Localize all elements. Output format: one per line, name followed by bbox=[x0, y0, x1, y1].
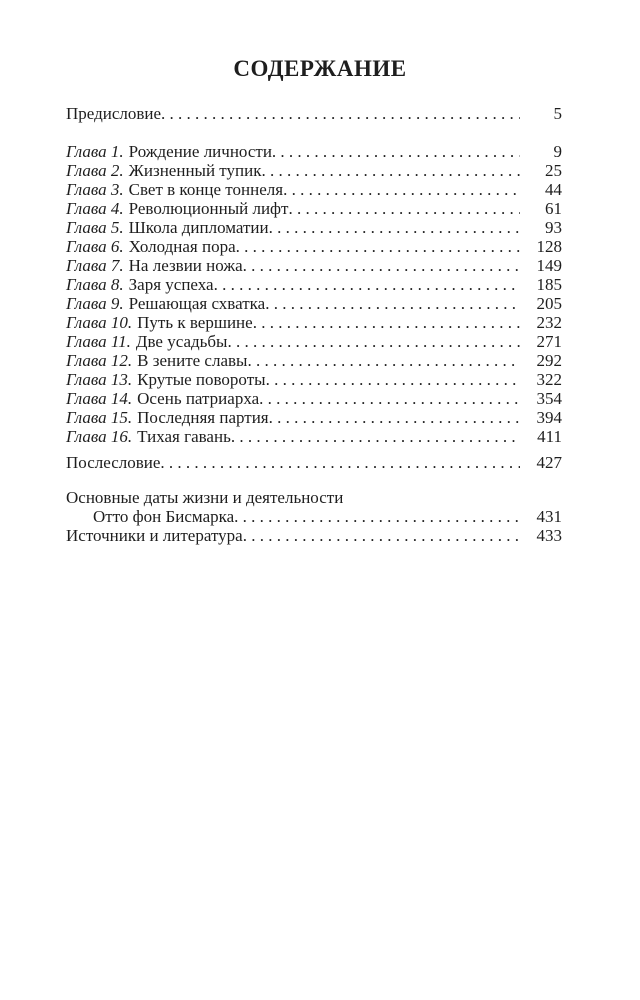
entry-page-number: 354 bbox=[536, 389, 562, 408]
entry-page-number: 128 bbox=[536, 237, 562, 256]
dot-leader bbox=[265, 294, 520, 313]
toc-entry bbox=[66, 275, 562, 294]
entry-title: Две усадьбы bbox=[135, 332, 228, 351]
entry-page-number: 411 bbox=[537, 427, 562, 446]
dot-leader bbox=[261, 161, 520, 180]
entry-title: Основные даты жизни и деятельности bbox=[66, 488, 344, 507]
entry-page-number: 25 bbox=[545, 161, 562, 180]
dot-leader bbox=[161, 104, 520, 123]
toc-section-afterword bbox=[66, 453, 562, 472]
dot-leader bbox=[214, 275, 520, 294]
chapter-number-label: Глава 15. bbox=[66, 408, 133, 427]
toc-entry bbox=[66, 488, 562, 507]
chapter-number-label: Глава 2. bbox=[66, 161, 124, 180]
toc-section-preface bbox=[66, 104, 562, 123]
entry-page-number: 431 bbox=[536, 507, 562, 526]
toc-entry bbox=[66, 180, 562, 199]
chapter-number-label: Глава 9. bbox=[66, 294, 124, 313]
toc-entry bbox=[66, 408, 562, 427]
entry-page-number: 93 bbox=[545, 218, 562, 237]
entry-title: Крутые повороты bbox=[137, 370, 266, 389]
toc-entry bbox=[66, 453, 562, 472]
toc-entry bbox=[66, 142, 562, 161]
dot-leader bbox=[243, 256, 520, 275]
chapter-number-label: Глава 3. bbox=[66, 180, 124, 199]
toc-entry bbox=[66, 313, 562, 332]
chapter-number-label: Глава 12. bbox=[66, 351, 133, 370]
chapter-number-label: Глава 16. bbox=[66, 427, 133, 446]
entry-title: Революционный лифт bbox=[128, 199, 289, 218]
entry-title: Рождение личности bbox=[128, 142, 272, 161]
dot-leader bbox=[272, 142, 520, 161]
chapter-number-label: Глава 4. bbox=[66, 199, 124, 218]
dot-leader bbox=[269, 408, 520, 427]
entry-title: Предисловие bbox=[66, 104, 162, 123]
entry-title: В зените славы bbox=[137, 351, 248, 370]
dot-leader bbox=[283, 180, 520, 199]
entry-page-number: 433 bbox=[536, 526, 562, 545]
dot-leader bbox=[266, 370, 520, 389]
table-of-contents bbox=[66, 104, 562, 545]
entry-title: Жизненный тупик bbox=[128, 161, 262, 180]
toc-entry bbox=[66, 332, 562, 351]
entry-page-number: 61 bbox=[545, 199, 562, 218]
dot-leader bbox=[231, 427, 520, 446]
dot-leader bbox=[234, 507, 520, 526]
toc-section-chapters bbox=[66, 142, 562, 446]
toc-entry bbox=[66, 427, 562, 446]
entry-title: Отто фон Бисмарка bbox=[93, 507, 235, 526]
entry-title: Заря успеха bbox=[128, 275, 214, 294]
dot-leader bbox=[269, 218, 520, 237]
entry-title: Свет в конце тоннеля bbox=[128, 180, 284, 199]
chapter-number-label: Глава 14. bbox=[66, 389, 133, 408]
chapter-number-label: Глава 8. bbox=[66, 275, 124, 294]
entry-title: Источники и литература bbox=[66, 526, 243, 545]
dot-leader bbox=[289, 199, 521, 218]
chapter-number-label: Глава 7. bbox=[66, 256, 124, 275]
toc-entry bbox=[66, 237, 562, 256]
entry-page-number: 232 bbox=[536, 313, 562, 332]
toc-entry bbox=[66, 526, 562, 545]
entry-page-number: 185 bbox=[536, 275, 562, 294]
entry-page-number: 322 bbox=[536, 370, 562, 389]
toc-section-appendix bbox=[66, 488, 562, 545]
toc-entry bbox=[66, 370, 562, 389]
entry-page-number: 9 bbox=[553, 142, 562, 161]
chapter-number-label: Глава 10. bbox=[66, 313, 133, 332]
chapter-number-label: Глава 11. bbox=[66, 332, 131, 351]
toc-entry bbox=[66, 218, 562, 237]
entry-title: Послесловие bbox=[66, 453, 161, 472]
entry-title: Школа дипломатии bbox=[128, 218, 269, 237]
chapter-number-label: Глава 6. bbox=[66, 237, 124, 256]
toc-entry bbox=[66, 351, 562, 370]
entry-title: На лезвии ножа bbox=[128, 256, 243, 275]
chapter-number-label: Глава 5. bbox=[66, 218, 124, 237]
toc-entry bbox=[66, 104, 562, 123]
dot-leader bbox=[227, 332, 520, 351]
entry-title: Осень патриарха bbox=[137, 389, 260, 408]
entry-title: Решающая схватка bbox=[128, 294, 266, 313]
chapter-number-label: Глава 13. bbox=[66, 370, 133, 389]
entry-page-number: 149 bbox=[536, 256, 562, 275]
chapter-number-label: Глава 1. bbox=[66, 142, 124, 161]
entry-page-number: 205 bbox=[536, 294, 562, 313]
entry-title: Тихая гавань bbox=[137, 427, 231, 446]
toc-entry bbox=[66, 389, 562, 408]
entry-page-number: 427 bbox=[536, 453, 562, 472]
entry-title: Последняя партия bbox=[137, 408, 269, 427]
dot-leader bbox=[160, 453, 520, 472]
entry-title: Холодная пора bbox=[128, 237, 236, 256]
toc-entry bbox=[66, 199, 562, 218]
toc-entry bbox=[66, 161, 562, 180]
page-title: СОДЕРЖАНИЕ bbox=[233, 56, 407, 81]
dot-leader bbox=[243, 526, 520, 545]
dot-leader bbox=[236, 237, 520, 256]
entry-page-number: 394 bbox=[536, 408, 562, 427]
entry-title: Путь к вершине bbox=[137, 313, 253, 332]
entry-page-number: 292 bbox=[536, 351, 562, 370]
entry-page-number: 5 bbox=[553, 104, 562, 123]
entry-page-number: 271 bbox=[536, 332, 562, 351]
toc-entry bbox=[66, 294, 562, 313]
toc-entry bbox=[66, 507, 562, 526]
dot-leader bbox=[253, 313, 520, 332]
dot-leader bbox=[259, 389, 520, 408]
toc-entry bbox=[66, 256, 562, 275]
entry-page-number: 44 bbox=[545, 180, 562, 199]
dot-leader bbox=[247, 351, 520, 370]
